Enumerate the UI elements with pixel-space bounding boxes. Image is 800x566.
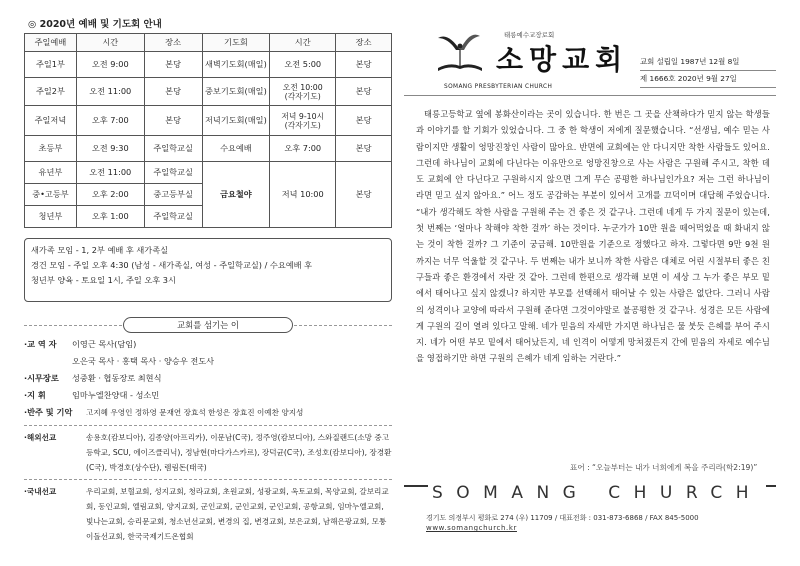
cell: 저녁 10:00	[270, 162, 336, 228]
header-cell: 시간	[270, 34, 336, 52]
staff-value: 임마누엘찬양대 - 성소민	[72, 390, 160, 400]
cell: 주일저녁	[25, 106, 77, 136]
staff-value: 이영근 목사(담임)	[72, 339, 137, 349]
bulletin-footer	[404, 483, 776, 532]
header-cell: 시간	[76, 34, 144, 52]
cell: 청년부	[25, 206, 77, 228]
table-header-row	[25, 34, 392, 52]
mission-value: 우리교회, 보혈교회, 성지교회, 청라교회, 초원교회, 성광교회, 옥토교회, 목양교회, 갈보리교회, 동인교회, 엘림교회, 양지교회, 군인교회, 군인교회, 군인교회, 공항교회, 임마누엘교회, 빛나는교회, 승리문교회, 청소년선교회, 변경의 집, 변경교회, 보은교회, 남해은광교회, 모퉁이돌선교회, 한국국제기드온협회	[86, 487, 389, 541]
staff-label: ·교 역 자	[24, 339, 57, 349]
cell: 중고등부실	[144, 184, 202, 206]
staff-value: 오은국 목사 · 홍택 목사 · 양승우 전도사	[72, 356, 215, 366]
cell: 주일학교실	[144, 206, 202, 228]
staff-value: 고지혜 우영인 정하영 문재연 장효석 한성은 장효진 이예찬 양지성	[86, 408, 304, 417]
issue-number: 제 1666호 2020년 9월 27일	[640, 71, 776, 88]
staff-label: ·반주 및 기악	[24, 407, 73, 417]
cell: 오전 11:00	[76, 162, 144, 184]
worship-schedule-table	[24, 33, 392, 228]
cell: 오전 9:00	[76, 52, 144, 78]
logo-english: SOMANG PRESBYTERIAN CHURCH	[444, 84, 553, 90]
cell: 저녁기도회(매일)	[202, 106, 270, 136]
cell: 본당	[336, 162, 392, 228]
staff-row	[24, 404, 392, 421]
cell: 오전 5:00	[270, 52, 336, 78]
table-row	[25, 78, 392, 106]
header-cell: 장소	[144, 34, 202, 52]
staff-row	[24, 370, 392, 387]
staff-value: 성중환 · 협동장로 최현식	[72, 373, 162, 383]
left-panel	[24, 14, 392, 544]
cell: 저녁 9-10시 (각자기도)	[270, 106, 336, 136]
motto: 표어 : “오늘부터는 내가 너희에게 복을 주리라(학2:19)”	[570, 463, 758, 472]
header-cell: 주일예배	[25, 34, 77, 52]
cell: 본당	[144, 106, 202, 136]
cell: 오후 7:00	[270, 136, 336, 162]
staff-heading-wrap	[24, 314, 392, 336]
cell: 수요예배	[202, 136, 270, 162]
cell: 본당	[336, 52, 392, 78]
address: 경기도 의정부시 평화로 274 (우) 11709 / 대표전화 : 031-873-6868 / FAX 845-5000	[426, 514, 699, 522]
cell: 본당	[144, 78, 202, 106]
cell: 중•고등부	[25, 184, 77, 206]
table-row	[25, 136, 392, 162]
staff-label: ·시무장로	[24, 373, 59, 383]
cell: 오후 2:00	[76, 184, 144, 206]
notice-line: 청년부 양육 - 토요일 1시, 주일 오후 3시	[31, 275, 176, 285]
essay-body	[404, 96, 776, 367]
cell: 주일1부	[25, 52, 77, 78]
notice-box	[24, 238, 392, 302]
staff-row	[24, 336, 392, 353]
cell: 새벽기도회(매일)	[202, 52, 270, 78]
notice-line: 새가족 모임 - 1, 2부 예배 후 새가족실	[31, 245, 169, 255]
cell: 중보기도회(매일)	[202, 78, 270, 106]
logo-title: 소망교회	[496, 43, 629, 76]
cell: 오후 1:00	[76, 206, 144, 228]
cell: 오전 11:00	[76, 78, 144, 106]
cell: 주일학교실	[144, 162, 202, 184]
cell: 본당	[144, 52, 202, 78]
mission-value: 송용호(캄보디아), 김종양(아프리카), 이문남(C국), 정주영(캄보디아), 스와질랜드(소망 중고등학교, SCU, 에이즈클리닉), 정남현(마다가스카르), 장덕균(C국), 조성호(캄보디아), 장경환(C국), 박경호(상수단), 렘림돈(태국)	[86, 433, 392, 472]
logo-subtitle: 태릉예수교장로회	[504, 31, 555, 39]
header-cell: 기도회	[202, 34, 270, 52]
staff-list	[24, 336, 392, 421]
section-title: ◎ 2020년 예배 및 기도회 안내	[28, 19, 162, 30]
cell: 본당	[336, 78, 392, 106]
cell: 주일학교실	[144, 136, 202, 162]
bulletin-meta	[640, 54, 776, 88]
right-panel	[404, 14, 776, 472]
staff-heading: 교회를 섬기는 이	[123, 317, 293, 333]
mission-label: ·해외선교	[24, 433, 57, 442]
cell: 본당	[336, 106, 392, 136]
table-row	[25, 162, 392, 184]
cell: 오전 10:00 (각자기도)	[270, 78, 336, 106]
bulletin-header	[404, 14, 776, 96]
table-row	[25, 106, 392, 136]
website-link[interactable]: www.somangchurch.kr	[426, 524, 517, 532]
cell: 주일2부	[25, 78, 77, 106]
founded-date: 교회 설립일 1987년 12월 8일	[640, 54, 776, 71]
staff-label	[24, 353, 72, 370]
cell: 오전 9:30	[76, 136, 144, 162]
table-row	[25, 52, 392, 78]
cell: 금요철야	[202, 162, 270, 228]
footer-title: SOMANG CHURCH	[428, 483, 766, 503]
staff-row	[24, 353, 392, 370]
dashed-divider	[24, 425, 392, 426]
footer-info	[426, 513, 699, 533]
staff-row	[24, 387, 392, 404]
cell: 본당	[336, 136, 392, 162]
bird-book-logo-icon	[434, 28, 486, 74]
essay-text: 태릉고등학교 옆에 봉화산이라는 곳이 있습니다. 한 번은 그 곳을 산책하다가 믿지 않는 학생들과 이야기를 할 기회가 있었습니다. 그 중 한 학생이 저에게 질문했습니다. “선생님, 예수 믿는 사람이지만 생활이 엉망진창인 사람이 많아요. 반면에 교회에는 안 다니지만 착한 사람들도 있어요. 그런데 하나님이 교회에 다닌다는 이유만으로 엉망진창으로 사는 사람은 구원해 주시고, 착한 데도 교회에 안 다닌다고 구원하시지 않으면 그게 무슨 공평한 하나님인가요? 저는 그런 하나님이라면 믿고 싶지 않아요.” 어느 정도 공감하는 부분이 있어서 고개를 끄덕이며 대답해 주었습니다. “내가 생각해도 착한 사람을 구원해 주는 건 좋은 것 같구나. 그런데 네게 두 가지 질문이 있는데, 첫 번째는 ‘얼마나 착해야 착한 걸까’ 하는 것이다. 누군가가 10만 원을 떼어먹었을 때 화내지 않는 것이 착한 걸까? 그 기준이 궁금해. 10만원을 기준으로 정했다고 하자. 그렇다면 9만 9천 원까지는 너무 억울할 것 같구나. 두 번째는 내가 보니까 착한 사람은 대체로 어린 시절부터 좋은 친구들과 좋은 환경에서 자란 것 같아. 그런데 한편으로 생각해 보면 이 세상 그 누가 좋은 부모 밑에서 태어나고 싶지 않겠니? 하지만 부모를 선택해서 태어날 수 있는 사람은 없단다. 그러니 사람의 성격이나 교양에 따라서 구원해 준다면 그것이야말로 불공평한 것 같구나. 성경은 모든 사람에게 구원의 길이 열려 있다고 말해. 네가 믿음의 자세만 가지면 하나님은 물 붓듯 은혜를 부어 주시지. 네가 어떤 부모 밑에서 태어났든지, 네 인격이 어떻게 망쳐졌든지 간에 믿음의 자세로 예수님을 영접하기만 하면 구원의 은혜가 네게 임하는 거란다.”	[416, 109, 770, 364]
mission-block	[24, 484, 392, 544]
mission-block	[24, 430, 392, 475]
dashed-divider	[24, 479, 392, 480]
header-cell: 장소	[336, 34, 392, 52]
cell: 초등부	[25, 136, 77, 162]
cell: 오후 7:00	[76, 106, 144, 136]
staff-label: ·지 휘	[24, 390, 46, 400]
mission-label: ·국내선교	[24, 487, 57, 496]
notice-line: 경건 모임 - 주일 오후 4:30 (남성 - 새가족실, 여성 - 주일학교실) / 수요예배 후	[31, 260, 313, 270]
cell: 유년부	[25, 162, 77, 184]
